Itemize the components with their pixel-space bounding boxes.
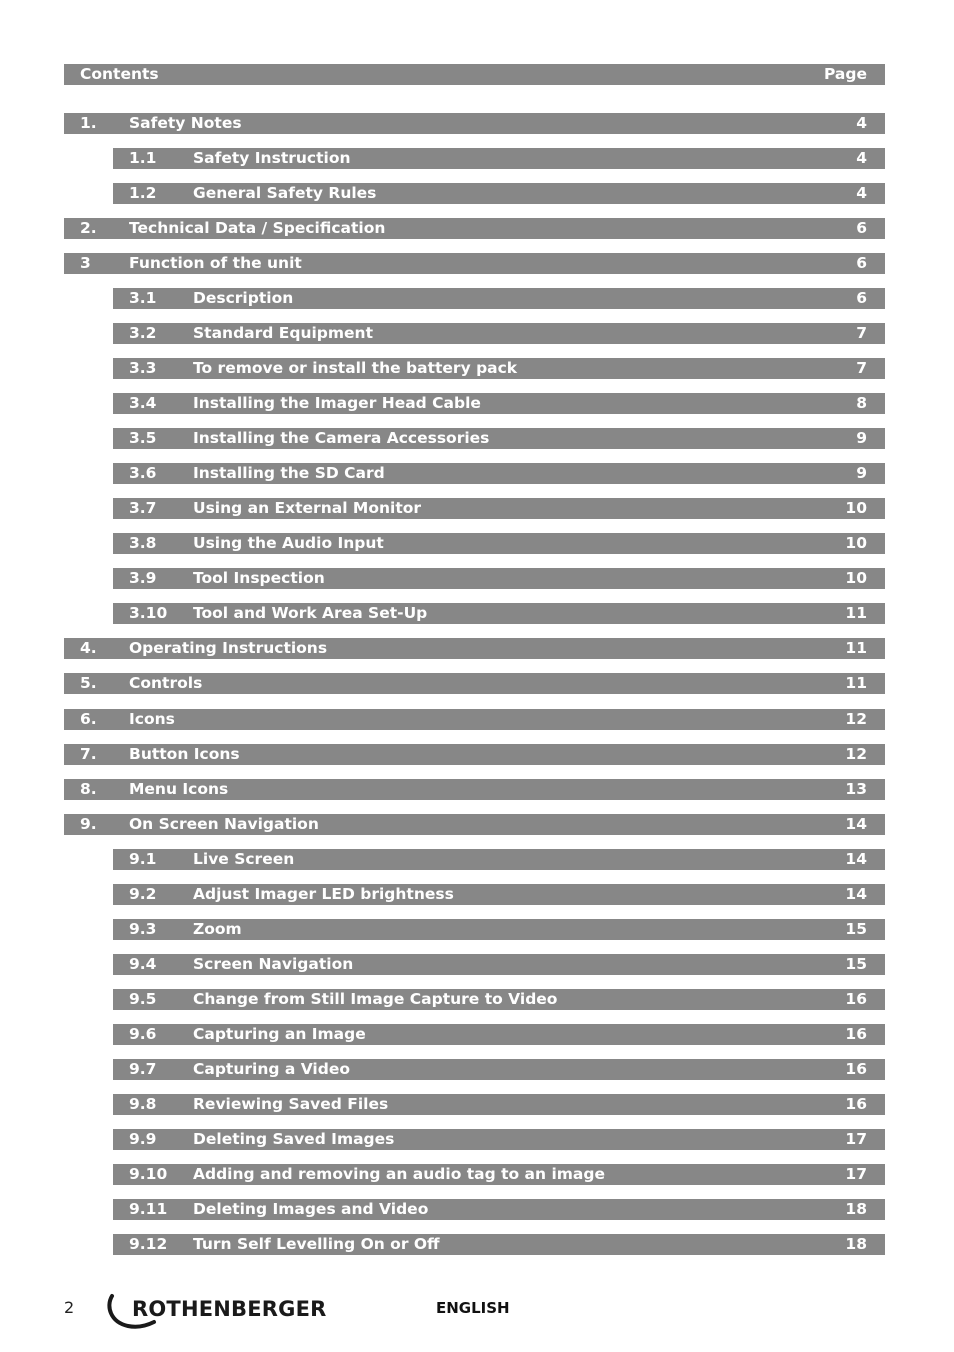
toc-entry[interactable] — [64, 779, 885, 800]
toc-entry-page: 18 — [845, 1235, 867, 1253]
toc-entry-page: 12 — [845, 745, 867, 763]
rothenberger-logo — [104, 1292, 354, 1334]
toc-entry-title: Controls — [129, 674, 203, 692]
toc-entry[interactable] — [113, 1164, 885, 1185]
toc-entry-number: 9.11 — [129, 1200, 168, 1218]
toc-entry-title: Safety Notes — [129, 114, 242, 132]
language-label: ENGLISH — [436, 1299, 510, 1317]
toc-entry-number: 3.10 — [129, 604, 168, 622]
toc-entry-title: General Safety Rules — [193, 184, 377, 202]
toc-entry-number: 2. — [80, 219, 97, 237]
toc-entry[interactable] — [113, 323, 885, 344]
toc-entry-page: 4 — [856, 149, 867, 167]
toc-entry[interactable] — [113, 148, 885, 169]
toc-entry-title: Description — [193, 289, 294, 307]
toc-entry[interactable] — [113, 989, 885, 1010]
toc-entry-number: 9.3 — [129, 920, 157, 938]
toc-entry[interactable] — [64, 814, 885, 835]
toc-entry-number: 3.6 — [129, 464, 157, 482]
toc-entry-number: 3.3 — [129, 359, 157, 377]
toc-entry-number: 3.9 — [129, 569, 157, 587]
toc-entry-page: 4 — [856, 184, 867, 202]
toc-entry-title: Standard Equipment — [193, 324, 373, 342]
toc-entry[interactable] — [113, 183, 885, 204]
toc-entry[interactable] — [113, 288, 885, 309]
toc-entry[interactable] — [64, 113, 885, 134]
toc-entry[interactable] — [113, 498, 885, 519]
toc-entry-page: 17 — [845, 1130, 867, 1148]
toc-entry-page: 10 — [845, 534, 867, 552]
toc-entry[interactable] — [64, 253, 885, 274]
toc-entry[interactable] — [113, 463, 885, 484]
toc-entry-title: Zoom — [193, 920, 242, 938]
toc-entry-title: Deleting Images and Video — [193, 1200, 429, 1218]
toc-entry-page: 10 — [845, 499, 867, 517]
toc-entry-page: 16 — [845, 1095, 867, 1113]
toc-entry-title: Adding and removing an audio tag to an image — [193, 1165, 605, 1183]
toc-entry[interactable] — [113, 568, 885, 589]
toc-entry-number: 3.2 — [129, 324, 157, 342]
toc-entry-title: Technical Data / Specification — [129, 219, 386, 237]
toc-entry-title: To remove or install the battery pack — [193, 359, 518, 377]
toc-entry-number: 5. — [80, 674, 97, 692]
toc-entry-number: 8. — [80, 780, 97, 798]
toc-entry-title: Function of the unit — [129, 254, 302, 272]
toc-entry[interactable] — [64, 638, 885, 659]
toc-entry-title: Installing the Imager Head Cable — [193, 394, 481, 412]
toc-entry-page: 11 — [845, 604, 867, 622]
toc-entry-page: 6 — [856, 289, 867, 307]
toc-entry-number: 9.10 — [129, 1165, 168, 1183]
toc-entry[interactable] — [64, 673, 885, 694]
toc-entry-number: 9.4 — [129, 955, 157, 973]
toc-entry[interactable] — [113, 1024, 885, 1045]
toc-entry-page: 6 — [856, 254, 867, 272]
toc-entry-title: Safety Instruction — [193, 149, 351, 167]
toc-entry-page: 6 — [856, 219, 867, 237]
toc-entry[interactable] — [113, 1094, 885, 1115]
toc-entry-title: Reviewing Saved Files — [193, 1095, 389, 1113]
toc-entry-title: Using an External Monitor — [193, 499, 422, 517]
toc-entry-number: 9.5 — [129, 990, 157, 1008]
toc-entry-page: 18 — [845, 1200, 867, 1218]
toc-entry-number: 9.1 — [129, 850, 157, 868]
toc-entry-number: 9.12 — [129, 1235, 168, 1253]
toc-entry-title: Screen Navigation — [193, 955, 354, 973]
toc-entry[interactable] — [64, 709, 885, 730]
toc-entry-title: On Screen Navigation — [129, 815, 319, 833]
toc-entry-title: Change from Still Image Capture to Video — [193, 990, 558, 1008]
toc-entry-page: 14 — [845, 850, 867, 868]
toc-entry-page: 14 — [845, 885, 867, 903]
page-column-label: Page — [823, 65, 867, 83]
toc-entry-number: 9.9 — [129, 1130, 157, 1148]
toc-entry-page: 15 — [845, 955, 867, 973]
toc-entry[interactable] — [64, 744, 885, 765]
toc-entry-page: 10 — [845, 569, 867, 587]
toc-entry-title: Deleting Saved Images — [193, 1130, 395, 1148]
toc-entry-page: 16 — [845, 990, 867, 1008]
toc-entry-page: 4 — [856, 114, 867, 132]
toc-entry-number: 1. — [80, 114, 97, 132]
toc-entry-number: 9.7 — [129, 1060, 157, 1078]
toc-entry-number: 4. — [80, 639, 97, 657]
toc-entry-title: Operating Instructions — [129, 639, 328, 657]
toc-entry[interactable] — [113, 884, 885, 905]
page-number: 2 — [64, 1298, 75, 1317]
toc-entry-title: Button Icons — [129, 745, 240, 763]
toc-entry[interactable] — [64, 218, 885, 239]
toc-entry[interactable] — [113, 1234, 885, 1255]
toc-entry-page: 17 — [845, 1165, 867, 1183]
toc-entry-page: 9 — [856, 429, 867, 447]
contents-header — [64, 64, 885, 85]
toc-entry[interactable] — [113, 849, 885, 870]
contents-label: Contents — [80, 65, 159, 83]
toc-entry-page: 9 — [856, 464, 867, 482]
toc-entry[interactable] — [113, 1199, 885, 1220]
toc-entry-number: 9.6 — [129, 1025, 157, 1043]
toc-entry-title: Turn Self Levelling On or Off — [193, 1235, 440, 1253]
toc-entry-page: 15 — [845, 920, 867, 938]
toc-entry-number: 9. — [80, 815, 97, 833]
toc-entry-page: 14 — [845, 815, 867, 833]
toc-entry-title: Using the Audio Input — [193, 534, 384, 552]
toc-entry-page: 13 — [845, 780, 867, 798]
toc-entry-page: 8 — [856, 394, 867, 412]
toc-entry-number: 1.2 — [129, 184, 157, 202]
toc-entry-title: Capturing an Image — [193, 1025, 366, 1043]
toc-entry-title: Capturing a Video — [193, 1060, 351, 1078]
toc-entry-page: 7 — [856, 324, 867, 342]
toc-entry-page: 12 — [845, 710, 867, 728]
toc-entry-number: 6. — [80, 710, 97, 728]
toc-entry-number: 3.4 — [129, 394, 157, 412]
brand-name: ROTHENBERGER — [132, 1297, 327, 1321]
toc-entry[interactable] — [113, 603, 885, 624]
toc-entry[interactable] — [113, 393, 885, 414]
toc-entry-number: 3.1 — [129, 289, 157, 307]
toc-entry-number: 3 — [80, 254, 91, 272]
toc-entry-page: 16 — [845, 1060, 867, 1078]
toc-entry[interactable] — [113, 533, 885, 554]
toc-entry-title: Live Screen — [193, 850, 295, 868]
toc-entry-number: 1.1 — [129, 149, 157, 167]
toc-entry[interactable] — [113, 428, 885, 449]
toc-entry-title: Tool Inspection — [193, 569, 325, 587]
toc-entry[interactable] — [113, 1059, 885, 1080]
toc-entry[interactable] — [113, 919, 885, 940]
toc-entry[interactable] — [113, 954, 885, 975]
toc-entry-page: 16 — [845, 1025, 867, 1043]
toc-entry-number: 3.8 — [129, 534, 157, 552]
toc-entry-title: Menu Icons — [129, 780, 229, 798]
toc-entry-page: 11 — [845, 639, 867, 657]
toc-entry-title: Installing the Camera Accessories — [193, 429, 490, 447]
toc-entry[interactable] — [113, 1129, 885, 1150]
toc-entry-title: Icons — [129, 710, 175, 728]
toc-entry-page: 11 — [845, 674, 867, 692]
toc-entry-title: Tool and Work Area Set-Up — [193, 604, 428, 622]
toc-entry-number: 9.8 — [129, 1095, 157, 1113]
toc-entry[interactable] — [113, 358, 885, 379]
toc-entry-title: Adjust Imager LED brightness — [193, 885, 454, 903]
toc-entry-number: 9.2 — [129, 885, 157, 903]
toc-entry-page: 7 — [856, 359, 867, 377]
toc-entry-number: 3.7 — [129, 499, 157, 517]
toc-entry-number: 3.5 — [129, 429, 157, 447]
toc-entry-number: 7. — [80, 745, 97, 763]
toc-entry-title: Installing the SD Card — [193, 464, 385, 482]
